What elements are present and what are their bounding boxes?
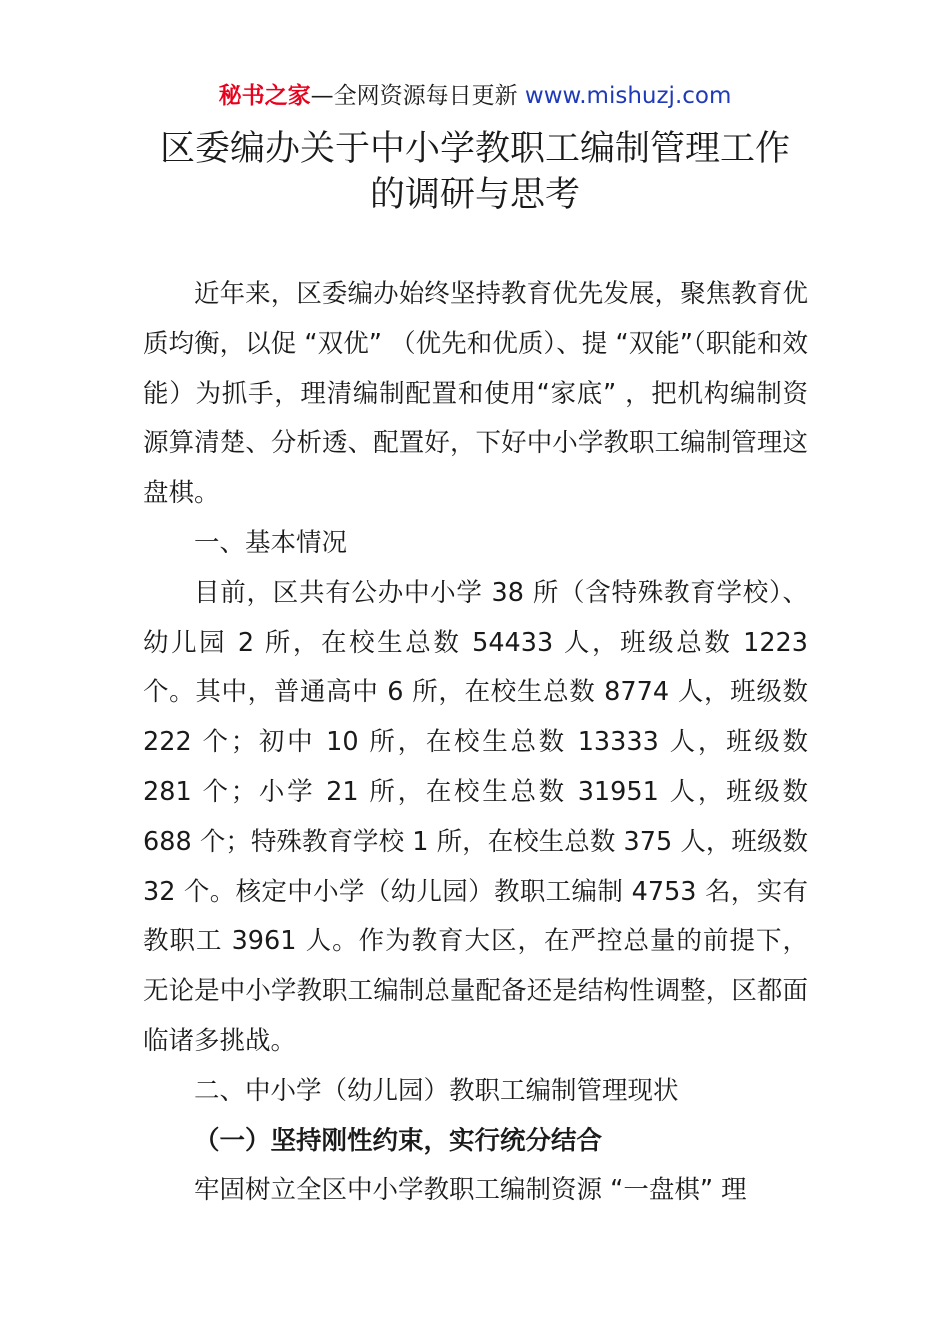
intro-paragraph: 近年来，区委编办始终坚持教育优先发展，聚焦教育优质均衡，以促 “双优” （优先和优质）、提 “双能”（职能和效能）为抓手，理清编制配置和使用“家底” ，把机构编制资源算清楚、分析透、配置好，下好中小学教职工编制管理这盘棋。 <box>143 279 808 509</box>
section-2-heading: 二、中小学（幼儿园）教职工编制管理现状 <box>194 1075 679 1106</box>
title-line-1: 区委编办关于中小学教职工编制管理工作 <box>159 129 790 169</box>
subsection-1-paragraph: 牢固树立全区中小学教职工编制资源 “一盘棋” 理 <box>194 1175 747 1206</box>
title-line-2: 的调研与思考 <box>369 175 580 215</box>
document-title <box>100 126 850 218</box>
site-url-link[interactable]: www.mishuzj.com <box>524 83 732 109</box>
document-body <box>143 270 808 1216</box>
section-1-heading: 一、基本情况 <box>194 527 348 558</box>
site-name: 秘书之家 <box>218 83 311 109</box>
subsection-1-heading: （一）坚持刚性约束，实行统分结合 <box>194 1125 603 1156</box>
site-header <box>0 80 950 112</box>
site-tagline: —全网资源每日更新 <box>310 83 525 109</box>
section-1-paragraph: 目前，区共有公办中小学 38 所（含特殊教育学校）、幼儿园 2 所，在校生总数 54433 人，班级总数 1223 个。其中，普通高中 6 所，在校生总数 8774 人，班级数 222 个；初中 10 所，在校生总数 13333 人，班级数 281 个；小学 21 所，在校生总数 31951 人，班级数 688 个；特殊教育学校 1 所，在校生总数 375 人，班级数 32 个。核定中小学（幼儿园）教职工编制 4753 名，实有教职工 3961 人。作为教育大区，在严控总量的前提下，无论是中小学教职工编制总量配备还是结构性调整，区都面临诸多挑战。 <box>143 577 808 1056</box>
